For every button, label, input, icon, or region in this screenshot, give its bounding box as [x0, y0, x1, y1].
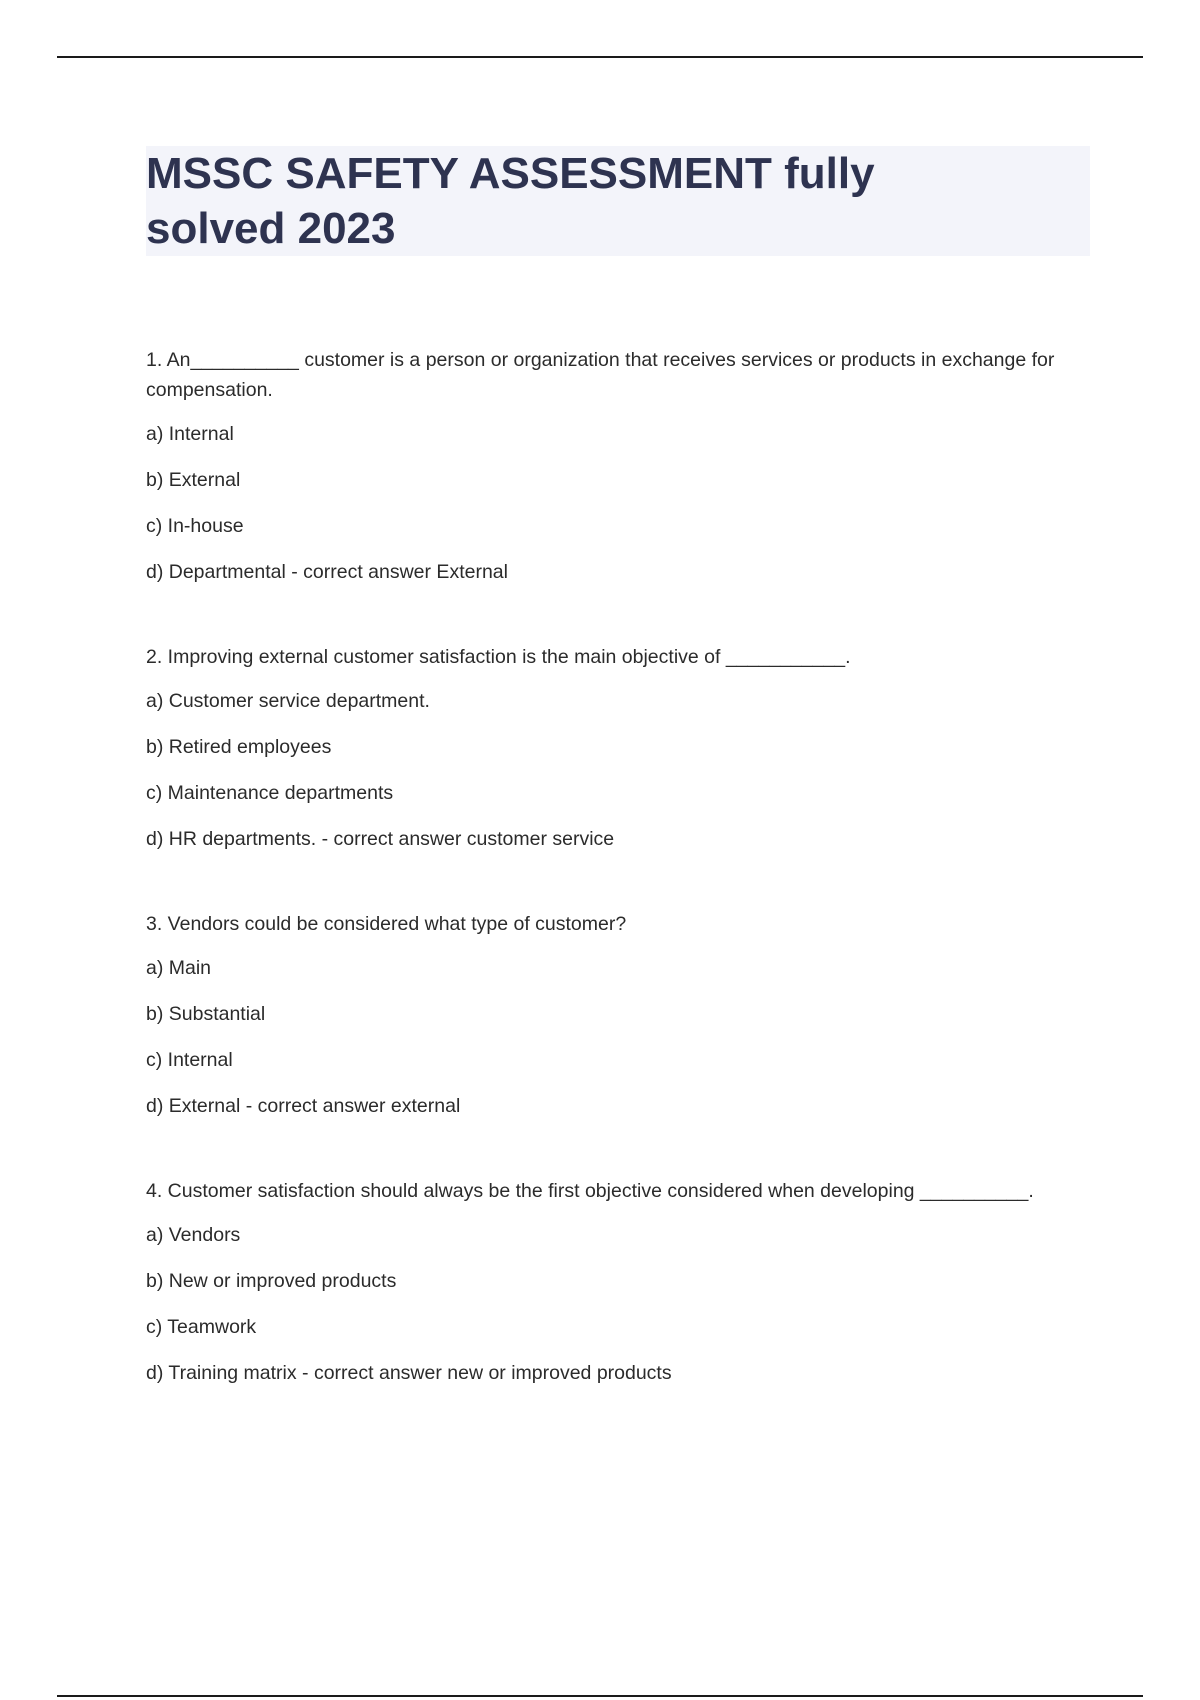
option-d-with-answer: d) HR departments. - correct answer customer service [146, 828, 615, 850]
page-title: MSSC SAFETY ASSESSMENT fully solved 2023 [146, 149, 875, 253]
option-a: a) Internal [146, 423, 234, 445]
question-text: 3. Vendors could be considered what type of customer? [146, 913, 627, 935]
question-list [146, 345, 1086, 1443]
option-a: a) Vendors [146, 1224, 241, 1246]
option-d-with-answer: d) Training matrix - correct answer new or improved products [146, 1362, 672, 1384]
question-2 [146, 642, 1086, 854]
title-banner [146, 146, 1090, 256]
option-b: b) External [146, 469, 241, 491]
bottom-divider [57, 1695, 1143, 1697]
option-b: b) Retired employees [146, 736, 332, 758]
option-c: c) In-house [146, 515, 244, 537]
option-c: c) Teamwork [146, 1316, 257, 1338]
option-a: a) Customer service department. [146, 690, 430, 712]
question-1 [146, 345, 1086, 587]
option-a: a) Main [146, 957, 212, 979]
option-b: b) Substantial [146, 1003, 266, 1025]
option-c: c) Internal [146, 1049, 233, 1071]
question-4 [146, 1176, 1086, 1388]
option-b: b) New or improved products [146, 1270, 397, 1292]
option-d-with-answer: d) Departmental - correct answer External [146, 561, 508, 583]
option-d-with-answer: d) External - correct answer external [146, 1095, 461, 1117]
top-divider [57, 56, 1143, 58]
question-text: 1. An__________ customer is a person or organization that receives services or products in exchange for compensation. [146, 349, 1055, 401]
question-text: 4. Customer satisfaction should always be the first objective considered when developing __________. [146, 1180, 1034, 1202]
option-c: c) Maintenance departments [146, 782, 394, 804]
question-3 [146, 909, 1086, 1121]
question-text: 2. Improving external customer satisfaction is the main objective of ___________. [146, 646, 851, 668]
